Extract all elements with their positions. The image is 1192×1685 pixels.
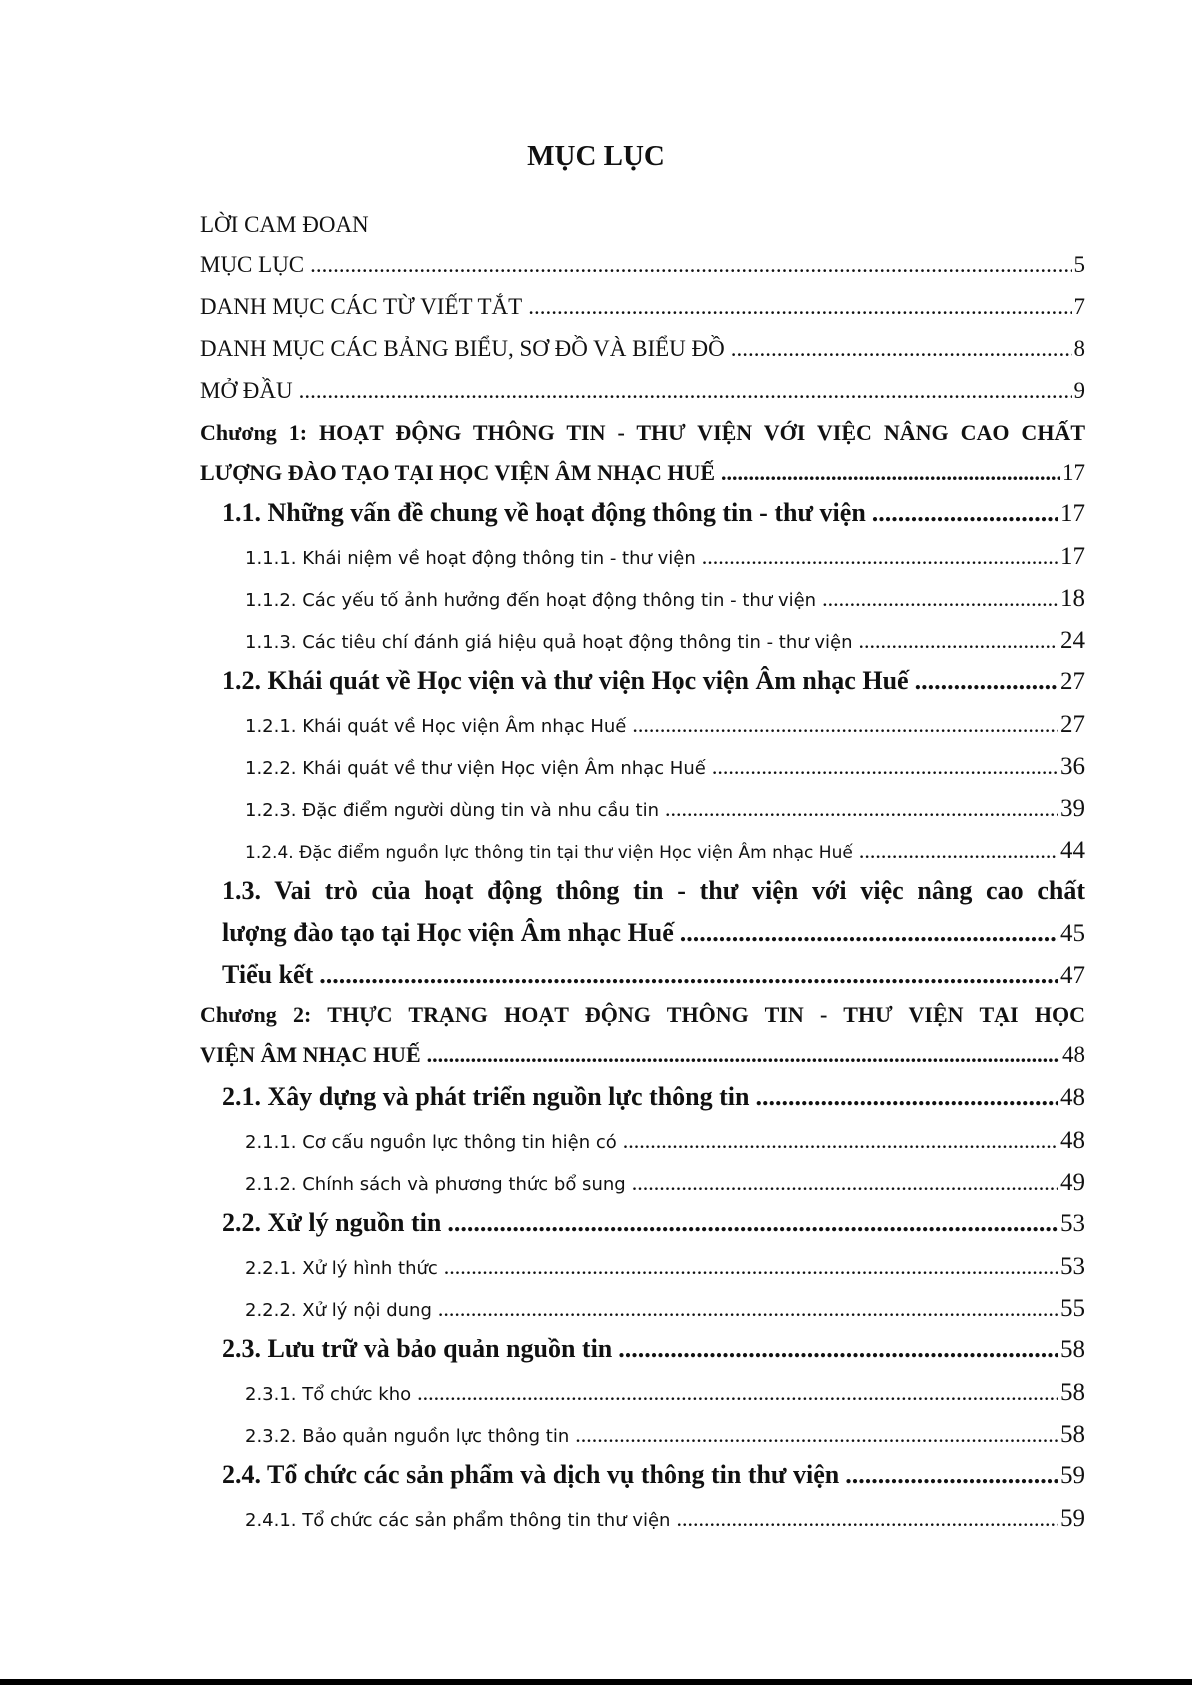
page-number: 17 — [1062, 460, 1085, 485]
toc-chapter-1[interactable] — [200, 460, 1085, 486]
page-number: 9 — [1073, 378, 1085, 403]
toc-chapter-2-line1[interactable]: Chương 2: THỰC TRẠNG HOẠT ĐỘNG THÔNG TIN - THƯ VIỆN TẠI HỌC — [200, 1002, 1085, 1027]
page-number: 24 — [1060, 627, 1085, 654]
leader-dots — [444, 1256, 1058, 1278]
page-number: 48 — [1062, 1042, 1085, 1067]
leader-dots — [676, 1508, 1058, 1530]
toc-subsection-2-3-1[interactable] — [245, 1379, 1085, 1407]
toc-entry-text: 1.1.1. Khái niệm về hoạt động thông tin - thư viện — [245, 548, 696, 569]
toc-entry-text: 1.1. Những vấn đề chung về hoạt động thông tin - thư viện — [222, 498, 866, 527]
leader-dots — [915, 668, 1058, 694]
toc-section-1-1[interactable] — [222, 498, 1085, 528]
toc-subsection-2-3-2[interactable] — [245, 1421, 1085, 1449]
leader-dots — [310, 253, 1071, 276]
page-number: 58 — [1060, 1336, 1085, 1363]
toc-section-1-3[interactable] — [222, 918, 1085, 948]
toc-subsection-1-2-4[interactable] — [245, 837, 1085, 865]
toc-subsection-1-2-2[interactable] — [245, 753, 1085, 781]
leader-dots — [447, 1210, 1058, 1236]
leader-dots — [702, 546, 1058, 568]
page-number: 27 — [1060, 711, 1085, 738]
toc-section-2-2[interactable] — [222, 1208, 1085, 1238]
toc-entry-text: 2.1. Xây dựng và phát triển nguồn lực thông tin — [222, 1082, 750, 1111]
toc-entry-text: lượng đào tạo tại Học viện Âm nhạc Huế — [222, 918, 674, 947]
leader-dots — [528, 295, 1071, 318]
page-number: 18 — [1060, 585, 1085, 612]
toc-entry-text: DANH MỤC CÁC TỪ VIẾT TẮT — [200, 294, 523, 319]
page-number: 59 — [1060, 1505, 1085, 1532]
page-number: 8 — [1073, 336, 1085, 361]
leader-dots — [712, 756, 1058, 778]
toc-subsection-1-2-3[interactable] — [245, 795, 1085, 823]
leader-dots — [755, 1084, 1058, 1110]
toc-subsection-1-2-1[interactable] — [245, 711, 1085, 739]
toc-subsection-2-1-1[interactable] — [245, 1127, 1085, 1155]
leader-dots — [845, 1462, 1058, 1488]
toc-section-2-4[interactable] — [222, 1460, 1085, 1490]
toc-entry-text: MỤC LỤC — [200, 252, 305, 277]
page-number: 49 — [1060, 1169, 1085, 1196]
leader-dots — [299, 379, 1072, 402]
page-number: 48 — [1060, 1084, 1085, 1111]
toc-entry-text: 2.1.2. Chính sách và phương thức bổ sung — [245, 1174, 626, 1195]
page-number: 5 — [1073, 252, 1085, 277]
leader-dots — [618, 1336, 1058, 1362]
toc-entry-loi-cam-doan: LỜI CAM ĐOAN — [200, 212, 369, 237]
page-number: 39 — [1060, 795, 1085, 822]
page-number: 48 — [1060, 1127, 1085, 1154]
toc-entry-text: 2.2.1. Xử lý hình thức — [245, 1258, 438, 1279]
toc-entry-text: VIỆN ÂM NHẠC HUẾ — [200, 1042, 421, 1067]
toc-subsection-2-2-2[interactable] — [245, 1295, 1085, 1323]
toc-entry-text: 2.2.2. Xử lý nội dung — [245, 1300, 432, 1321]
page-number: 7 — [1073, 294, 1085, 319]
toc-entry-text: LƯỢNG ĐÀO TẠO TẠI HỌC VIỆN ÂM NHẠC HUẾ — [200, 460, 716, 485]
toc-entry-text: Tiểu kết — [222, 960, 314, 989]
leader-dots — [427, 1044, 1060, 1066]
leader-dots — [417, 1382, 1058, 1404]
toc-subsection-1-1-2[interactable] — [245, 585, 1085, 613]
toc-entry-text: 1.2. Khái quát về Học viện và thư viện Học viện Âm nhạc Huế — [222, 666, 909, 695]
leader-dots — [575, 1424, 1058, 1446]
leader-dots — [632, 1172, 1058, 1194]
toc-tieu-ket[interactable] — [222, 960, 1085, 990]
leader-dots — [680, 920, 1058, 946]
toc-section-2-3[interactable] — [222, 1334, 1085, 1364]
leader-dots — [721, 462, 1060, 484]
page-number: 47 — [1060, 962, 1085, 989]
toc-subsection-1-1-3[interactable] — [245, 627, 1085, 655]
toc-entry-mo-dau[interactable] — [200, 378, 1085, 404]
page-number: 44 — [1060, 837, 1085, 864]
toc-entry-text: 2.2. Xử lý nguồn tin — [222, 1208, 442, 1237]
toc-subsection-2-4-1[interactable] — [245, 1505, 1085, 1533]
leader-dots — [872, 500, 1058, 526]
page-number: 36 — [1060, 753, 1085, 780]
toc-entry-text: DANH MỤC CÁC BẢNG BIỂU, SƠ ĐỒ VÀ BIỂU ĐỒ — [200, 336, 725, 361]
toc-entry-text: 1.2.3. Đặc điểm người dùng tin và nhu cầu tin — [245, 800, 660, 821]
page-title: MỤC LỤC — [527, 140, 665, 172]
toc-entry-text: 2.3.1. Tổ chức kho — [245, 1384, 412, 1405]
toc-entry-text: 1.2.2. Khái quát về thư viện Học viện Âm nhạc Huế — [245, 758, 706, 779]
toc-entry-text: 2.4.1. Tổ chức các sản phẩm thông tin thư viện — [245, 1510, 671, 1531]
toc-subsection-2-2-1[interactable] — [245, 1253, 1085, 1281]
page-number: 17 — [1060, 543, 1085, 570]
leader-dots — [319, 962, 1058, 988]
toc-section-1-3-line1[interactable]: 1.3. Vai trò của hoạt động thông tin - thư viện với việc nâng cao chất — [222, 876, 1085, 905]
page-number: 45 — [1060, 920, 1085, 947]
toc-chapter-2[interactable] — [200, 1042, 1085, 1068]
toc-section-1-2[interactable] — [222, 666, 1085, 696]
leader-dots — [438, 1298, 1058, 1320]
toc-chapter-1-line1[interactable]: Chương 1: HOẠT ĐỘNG THÔNG TIN - THƯ VIỆN VỚI VIỆC NÂNG CAO CHẤT — [200, 420, 1085, 445]
page-number: 55 — [1060, 1295, 1085, 1322]
toc-entry-text: 1.2.4. Đặc điểm nguồn lực thông tin tại thư viện Học viện Âm nhạc Huế — [245, 843, 853, 863]
leader-dots — [731, 337, 1072, 360]
bottom-edge-bar — [0, 1679, 1192, 1685]
toc-entry-text: 1.1.3. Các tiêu chí đánh giá hiệu quả hoạt động thông tin - thư viện — [245, 632, 853, 653]
toc-entry-muc-luc[interactable] — [200, 252, 1085, 278]
leader-dots — [822, 588, 1058, 610]
toc-entry-text: 1.1.2. Các yếu tố ảnh hưởng đến hoạt động thông tin - thư viện — [245, 590, 817, 611]
toc-entry-text: 2.3. Lưu trữ và bảo quản nguồn tin — [222, 1334, 613, 1363]
page-number: 59 — [1060, 1462, 1085, 1489]
leader-dots — [623, 1130, 1058, 1152]
toc-entry-bang-bieu[interactable] — [200, 336, 1085, 362]
page-number: 27 — [1060, 668, 1085, 695]
page-number: 53 — [1060, 1253, 1085, 1280]
toc-entry-text: 2.3.2. Bảo quản nguồn lực thông tin — [245, 1426, 570, 1447]
leader-dots — [859, 630, 1058, 652]
toc-entry-text: 2.4. Tổ chức các sản phẩm và dịch vụ thông tin thư viện — [222, 1460, 840, 1489]
toc-entry-text: 2.1.1. Cơ cấu nguồn lực thông tin hiện có — [245, 1132, 617, 1153]
toc-section-2-1[interactable] — [222, 1082, 1085, 1112]
toc-entry-text: 1.2.1. Khái quát về Học viện Âm nhạc Huế — [245, 716, 627, 737]
page-number: 17 — [1060, 500, 1085, 527]
leader-dots — [859, 840, 1058, 862]
page-number: 53 — [1060, 1210, 1085, 1237]
toc-subsection-2-1-2[interactable] — [245, 1169, 1085, 1197]
toc-subsection-1-1-1[interactable] — [245, 543, 1085, 571]
page-number: 58 — [1060, 1379, 1085, 1406]
leader-dots — [632, 714, 1058, 736]
toc-entry-text: MỞ ĐẦU — [200, 378, 293, 403]
toc-entry-viet-tat[interactable] — [200, 294, 1085, 320]
leader-dots — [665, 798, 1058, 820]
page-number: 58 — [1060, 1421, 1085, 1448]
